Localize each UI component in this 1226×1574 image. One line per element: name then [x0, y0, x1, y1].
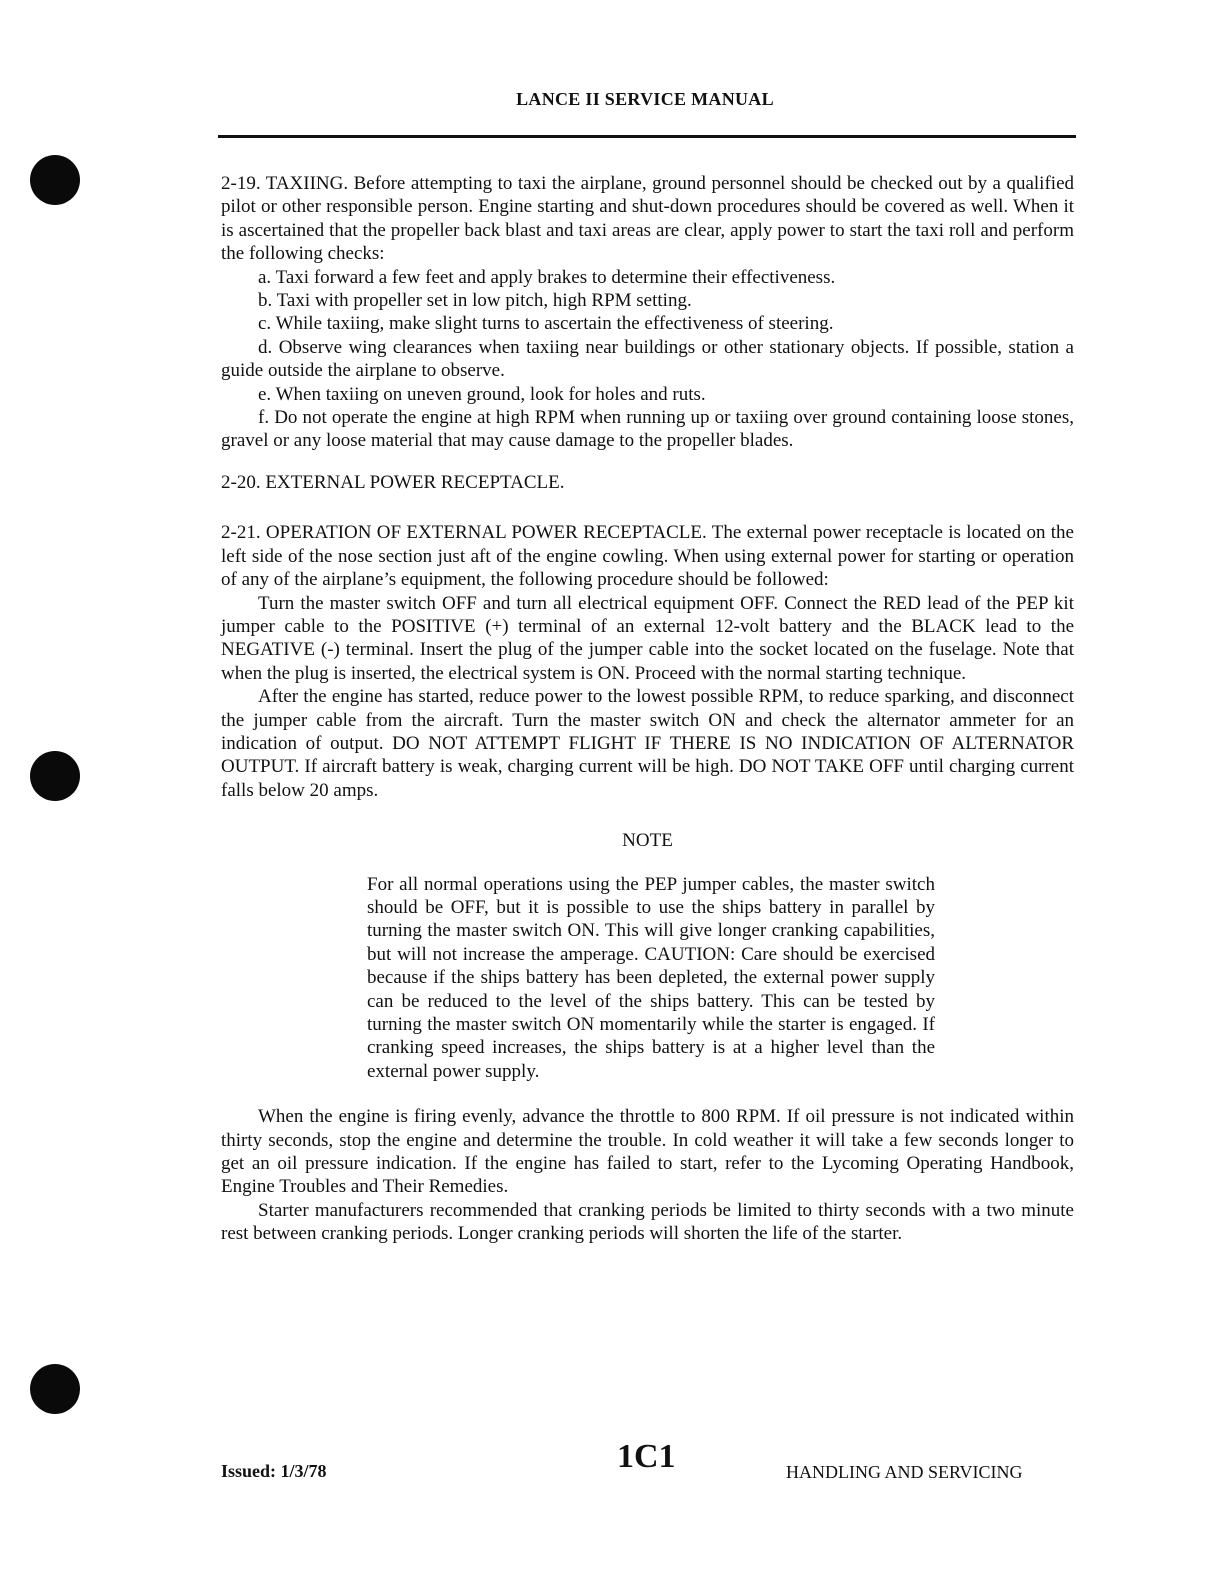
page-number: 1C1 — [617, 1438, 676, 1475]
taxiing-paragraph: 2-19. TAXIING. Before attempting to taxi the airplane, ground personnel should be checked out by a qualified pilot or other responsible person. Engine starting and shut-down procedures should be covered as well. When it is ascertained that the propeller back blast and taxi areas are clear, apply power to start the taxi roll and perform the following checks: — [221, 173, 1074, 265]
operation-after-start-paragraph: After the engine has started, reduce power to the lowest possible RPM, to reduce sparking, and disconnect the jumper cable from the aircraft. Turn the master switch ON and check the alternator ammeter for an indication of output. DO NOT ATTEMPT FLIGHT IF THERE IS NO INDICATION OF ALTERNATOR OUTPUT. If aircraft battery is weak, charging current will be high. DO NOT TAKE OFF until charging current falls below 20 amps. — [221, 686, 1074, 801]
header-divider — [218, 135, 1076, 138]
page-content — [221, 172, 1074, 1246]
taxiing-check-e: e. When taxiing on uneven ground, look for holes and ruts. — [258, 383, 706, 405]
note-body: For all normal operations using the PEP jumper cables, the master switch should be OFF, but it is possible to use the ships battery in parallel by turning the master switch ON. This will give longer cranking capabilities, but will not increase the amperage. CAUTION: Care should be exercised because if the ships battery has been depleted, the external power supply can be reduced to the level of the ships battery. This can be tested by turning the master switch ON momentarily while the starter is engaged. If cranking speed increases, the ships battery is at a higher level than the external power supply. — [367, 873, 935, 1082]
binder-hole — [30, 155, 80, 205]
binder-hole — [30, 1364, 80, 1414]
issued-date: Issued: 1/3/78 — [221, 1461, 327, 1481]
taxiing-check-b: b. Taxi with propeller set in low pitch, high RPM setting. — [258, 290, 692, 312]
binder-hole — [30, 751, 80, 801]
operation-paragraph: 2-21. OPERATION OF EXTERNAL POWER RECEPTACLE. The external power receptacle is located on the left side of the nose section just aft of the engine cowling. When using external power for starting or operation of any of the airplane’s equipment, the following procedure should be followed: — [221, 522, 1074, 591]
section-name: HANDLING AND SERVICING — [786, 1462, 1023, 1482]
external-power-heading: 2-20. EXTERNAL POWER RECEPTACLE. — [221, 471, 565, 493]
page-header-title: LANCE II SERVICE MANUAL — [516, 89, 774, 109]
taxiing-check-c: c. While taxiing, make slight turns to ascertain the effectiveness of steering. — [258, 313, 834, 335]
taxiing-check-a: a. Taxi forward a few feet and apply brakes to determine their effectiveness. — [258, 266, 836, 288]
note-title: NOTE — [622, 830, 673, 852]
engine-firing-paragraph: When the engine is firing evenly, advance the throttle to 800 RPM. If oil pressure is not indicated within thirty seconds, stop the engine and determine the trouble. In cold weather it will take a few seconds longer to get an oil pressure indication. If the engine has failed to start, refer to the Lycoming Operating Handbook, Engine Troubles and Their Remedies. — [221, 1106, 1074, 1198]
starter-paragraph: Starter manufacturers recommended that cranking periods be limited to thirty seconds with a two minute rest between cranking periods. Longer cranking periods will shorten the life of the starter. — [221, 1199, 1074, 1245]
taxiing-check-f: f. Do not operate the engine at high RPM when running up or taxiing over ground containing loose stones, gravel or any loose material that may cause damage to the propeller blades. — [221, 407, 1074, 452]
operation-procedure-paragraph: Turn the master switch OFF and turn all electrical equipment OFF. Connect the RED lead of the PEP kit jumper cable to the POSITIVE (+) terminal of an external 12-volt battery and the BLACK lead to the NEGATIVE (-) terminal. Insert the plug of the jumper cable into the socket located on the fuselage. Note that when the plug is inserted, the electrical system is ON. Proceed with the normal starting technique. — [221, 592, 1074, 684]
taxiing-check-d: d. Observe wing clearances when taxiing near buildings or other stationary objects. If possible, station a guide outside the airplane to observe. — [221, 336, 1074, 382]
